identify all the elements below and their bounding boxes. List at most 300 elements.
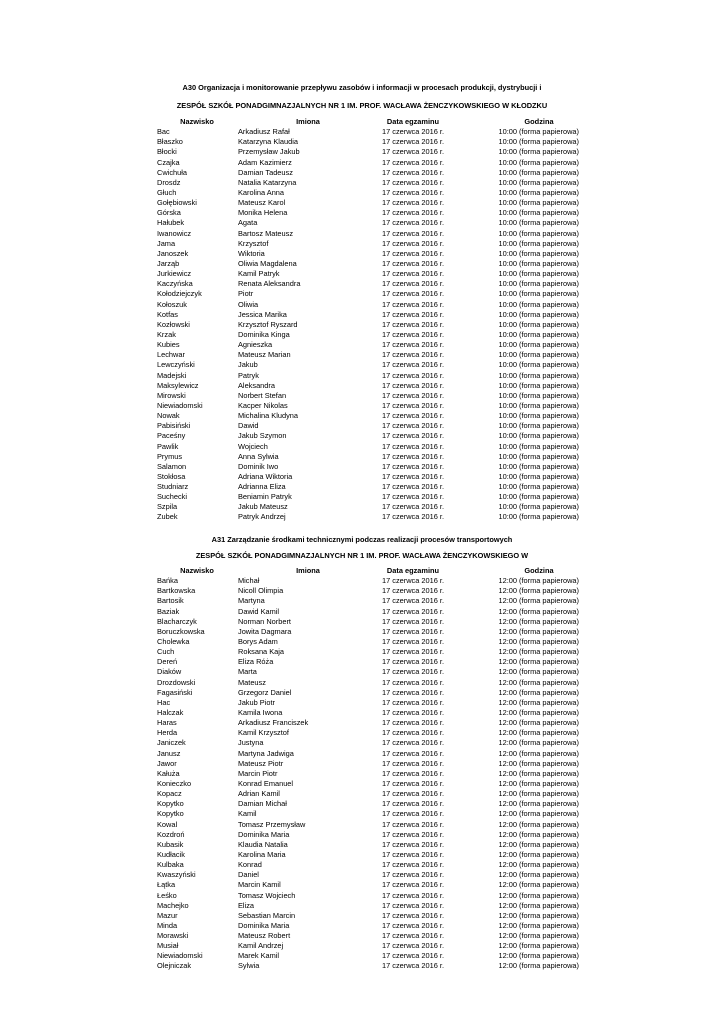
cell-names: Mateusz: [238, 677, 266, 687]
table-row: [157, 198, 579, 208]
cell-names: Przemysław Jakub: [238, 147, 300, 157]
cell-date: 17 czerwca 2016 r.: [381, 350, 445, 360]
cell-names: Karolina Anna: [238, 187, 285, 197]
cell-date: 17 czerwca 2016 r.: [381, 799, 445, 809]
cell-time: 12:00 (forma papierowa): [498, 636, 579, 646]
cell-names: Marcin Piotr: [238, 768, 278, 778]
table-row: [157, 371, 579, 381]
cell-time: 10:00 (forma papierowa): [498, 258, 579, 268]
results-table: [157, 566, 579, 972]
table-row: [157, 931, 579, 941]
cell-date: 17 czerwca 2016 r.: [381, 586, 445, 596]
cell-names: Norman Norbert: [238, 616, 291, 626]
cell-surname: Salamon: [157, 461, 187, 471]
table-row: [157, 789, 579, 799]
cell-date: 17 czerwca 2016 r.: [381, 647, 445, 657]
cell-surname: Hac: [157, 697, 171, 707]
cell-date: 17 czerwca 2016 r.: [381, 279, 445, 289]
cell-date: 17 czerwca 2016 r.: [381, 238, 445, 248]
cell-time: 10:00 (forma papierowa): [498, 350, 579, 360]
cell-surname: Baziak: [157, 606, 180, 616]
cell-date: 17 czerwca 2016 r.: [381, 431, 445, 441]
cell-surname: Jurkiewicz: [157, 269, 192, 279]
table-row: [157, 830, 579, 840]
cell-date: 17 czerwca 2016 r.: [381, 738, 445, 748]
cell-time: 10:00 (forma papierowa): [498, 248, 579, 258]
column-header-names: Imiona: [296, 566, 320, 575]
cell-date: 17 czerwca 2016 r.: [381, 258, 445, 268]
cell-date: 17 czerwca 2016 r.: [381, 718, 445, 728]
cell-names: Konrad: [238, 860, 262, 870]
cell-names: Kamil: [238, 809, 257, 819]
cell-surname: Jarząb: [157, 258, 180, 268]
cell-surname: Bac: [157, 127, 170, 137]
cell-time: 10:00 (forma papierowa): [498, 289, 579, 299]
cell-surname: Iwanowicz: [157, 228, 192, 238]
cell-date: 17 czerwca 2016 r.: [381, 778, 445, 788]
cell-date: 17 czerwca 2016 r.: [381, 157, 445, 167]
cell-names: Piotr: [238, 289, 254, 299]
table-row: [157, 512, 579, 522]
cell-names: Patryk Andrzej: [238, 512, 286, 522]
table-row: [157, 911, 579, 921]
table-row: [157, 462, 579, 472]
table-row: [157, 147, 579, 157]
table-row: [157, 239, 579, 249]
table-row: [157, 300, 579, 310]
cell-names: Jakub Szymon: [238, 431, 287, 441]
table-row: [157, 452, 579, 462]
cell-names: Dominika Kinga: [238, 329, 290, 339]
cell-surname: Olejniczak: [157, 961, 192, 971]
cell-surname: Cuch: [157, 647, 175, 657]
cell-date: 17 czerwca 2016 r.: [381, 657, 445, 667]
cell-names: Dominika Maria: [238, 829, 290, 839]
cell-time: 12:00 (forma papierowa): [498, 799, 579, 809]
cell-names: Mateusz Karol: [238, 198, 286, 208]
cell-time: 12:00 (forma papierowa): [498, 718, 579, 728]
cell-time: 10:00 (forma papierowa): [498, 279, 579, 289]
cell-surname: Mirowski: [157, 390, 186, 400]
cell-date: 17 czerwca 2016 r.: [381, 880, 445, 890]
cell-date: 17 czerwca 2016 r.: [381, 758, 445, 768]
cell-time: 12:00 (forma papierowa): [498, 961, 579, 971]
cell-names: Tomasz Przemysław: [238, 819, 306, 829]
cell-time: 12:00 (forma papierowa): [498, 586, 579, 596]
cell-time: 12:00 (forma papierowa): [498, 941, 579, 951]
cell-time: 12:00 (forma papierowa): [498, 829, 579, 839]
cell-time: 10:00 (forma papierowa): [498, 451, 579, 461]
cell-surname: Bańka: [157, 576, 178, 586]
cell-surname: Kudłacik: [157, 849, 185, 859]
cell-surname: Kulbaka: [157, 860, 184, 870]
cell-names: Michał: [238, 576, 260, 586]
cell-time: 12:00 (forma papierowa): [498, 931, 579, 941]
cell-names: Damian Tadeusz: [238, 167, 293, 177]
cell-names: Katarzyna Klaudia: [238, 137, 298, 147]
cell-surname: Niewiadomski: [157, 951, 203, 961]
school-name: ZESPÓŁ SZKÓŁ PONADGIMNAZJALNYCH NR 1 IM. PROF. WACŁAWA ŻENCZYKOWSKIEGO W: [195, 551, 529, 560]
cell-names: Natalia Katarzyna: [238, 177, 297, 187]
cell-time: 12:00 (forma papierowa): [498, 880, 579, 890]
cell-surname: Hałubek: [157, 218, 185, 228]
table-row: [157, 607, 579, 617]
cell-surname: Górska: [157, 208, 181, 218]
cell-surname: Kałuża: [157, 768, 180, 778]
cell-surname: Jama: [157, 238, 176, 248]
cell-time: 10:00 (forma papierowa): [498, 187, 579, 197]
cell-surname: Szpila: [157, 502, 178, 512]
cell-date: 17 czerwca 2016 r.: [381, 471, 445, 481]
table-row: [157, 657, 579, 667]
section-title: A31 Zarządzanie środkami technicznymi podczas realizacji procesów transportowych: [211, 535, 513, 544]
cell-surname: Cwichuła: [157, 167, 187, 177]
table-row: [157, 249, 579, 259]
table-row: [157, 482, 579, 492]
cell-time: 12:00 (forma papierowa): [498, 687, 579, 697]
table-row: [157, 718, 579, 728]
cell-date: 17 czerwca 2016 r.: [381, 839, 445, 849]
table-row: [157, 289, 579, 299]
table-row: [157, 891, 579, 901]
cell-date: 17 czerwca 2016 r.: [381, 137, 445, 147]
cell-time: 10:00 (forma papierowa): [498, 390, 579, 400]
cell-time: 10:00 (forma papierowa): [498, 492, 579, 502]
cell-names: Nicoll Olimpia: [238, 586, 284, 596]
cell-time: 12:00 (forma papierowa): [498, 860, 579, 870]
cell-names: Aleksandra: [238, 380, 275, 390]
cell-names: Arkadiusz Rafał: [238, 127, 290, 137]
cell-time: 10:00 (forma papierowa): [498, 482, 579, 492]
table-row: [157, 637, 579, 647]
cell-time: 10:00 (forma papierowa): [498, 147, 579, 157]
cell-date: 17 czerwca 2016 r.: [381, 687, 445, 697]
cell-date: 17 czerwca 2016 r.: [381, 890, 445, 900]
table-row: [157, 586, 579, 596]
table-row: [157, 749, 579, 759]
cell-surname: Lewczyński: [157, 360, 195, 370]
cell-date: 17 czerwca 2016 r.: [381, 309, 445, 319]
cell-time: 10:00 (forma papierowa): [498, 137, 579, 147]
cell-time: 12:00 (forma papierowa): [498, 819, 579, 829]
table-row: [157, 769, 579, 779]
table-row: [157, 381, 579, 391]
cell-names: Bartosz Mateusz: [238, 228, 294, 238]
cell-date: 17 czerwca 2016 r.: [381, 411, 445, 421]
cell-surname: Herda: [157, 728, 178, 738]
cell-date: 17 czerwca 2016 r.: [381, 198, 445, 208]
cell-names: Eliza: [238, 900, 255, 910]
table-header: [157, 117, 579, 127]
cell-surname: Kozłowski: [157, 319, 190, 329]
cell-date: 17 czerwca 2016 r.: [381, 492, 445, 502]
cell-surname: Bartkowska: [157, 586, 196, 596]
cell-time: 12:00 (forma papierowa): [498, 738, 579, 748]
cell-surname: Morawski: [157, 931, 189, 941]
cell-time: 12:00 (forma papierowa): [498, 910, 579, 920]
cell-time: 12:00 (forma papierowa): [498, 616, 579, 626]
table-row: [157, 688, 579, 698]
cell-time: 12:00 (forma papierowa): [498, 657, 579, 667]
cell-date: 17 czerwca 2016 r.: [381, 502, 445, 512]
cell-surname: Gołębiowski: [157, 198, 197, 208]
cell-date: 17 czerwca 2016 r.: [381, 870, 445, 880]
table-row: [157, 576, 579, 586]
cell-surname: Łeśko: [157, 890, 177, 900]
cell-names: Marek Kamil: [238, 951, 280, 961]
cell-date: 17 czerwca 2016 r.: [381, 789, 445, 799]
cell-date: 17 czerwca 2016 r.: [381, 319, 445, 329]
cell-names: Oliwia: [238, 299, 259, 309]
cell-date: 17 czerwca 2016 r.: [381, 208, 445, 218]
cell-names: Marta: [238, 667, 257, 677]
cell-date: 17 czerwca 2016 r.: [381, 941, 445, 951]
cell-names: Tomasz Wojciech: [238, 890, 296, 900]
table-row: [157, 667, 579, 677]
cell-names: Anna Sylwia: [238, 451, 279, 461]
cell-surname: Studniarz: [157, 482, 189, 492]
cell-date: 17 czerwca 2016 r.: [381, 380, 445, 390]
cell-date: 17 czerwca 2016 r.: [381, 860, 445, 870]
table-row: [157, 431, 579, 441]
cell-time: 10:00 (forma papierowa): [498, 461, 579, 471]
cell-time: 10:00 (forma papierowa): [498, 309, 579, 319]
cell-date: 17 czerwca 2016 r.: [381, 677, 445, 687]
cell-time: 12:00 (forma papierowa): [498, 809, 579, 819]
cell-surname: Kubasik: [157, 839, 184, 849]
cell-surname: Haras: [157, 718, 177, 728]
table-row: [157, 941, 579, 951]
cell-time: 10:00 (forma papierowa): [498, 471, 579, 481]
cell-names: Justyna: [238, 738, 264, 748]
cell-surname: Kozdroń: [157, 829, 185, 839]
table-row: [157, 178, 579, 188]
cell-names: Jakub: [238, 360, 258, 370]
cell-time: 10:00 (forma papierowa): [498, 177, 579, 187]
cell-surname: Janiczek: [157, 738, 186, 748]
table-row: [157, 870, 579, 880]
cell-surname: Suchecki: [157, 492, 187, 502]
cell-date: 17 czerwca 2016 r.: [381, 289, 445, 299]
table-row: [157, 738, 579, 748]
cell-surname: Prymus: [157, 451, 183, 461]
table-row: [157, 188, 579, 198]
cell-date: 17 czerwca 2016 r.: [381, 931, 445, 941]
cell-date: 17 czerwca 2016 r.: [381, 920, 445, 930]
cell-names: Renata Aleksandra: [238, 279, 301, 289]
table-row: [157, 350, 579, 360]
table-row: [157, 158, 579, 168]
cell-time: 10:00 (forma papierowa): [498, 198, 579, 208]
cell-surname: Boruczkowska: [157, 626, 205, 636]
cell-time: 10:00 (forma papierowa): [498, 238, 579, 248]
table-row: [157, 259, 579, 269]
cell-time: 10:00 (forma papierowa): [498, 319, 579, 329]
cell-date: 17 czerwca 2016 r.: [381, 606, 445, 616]
cell-time: 10:00 (forma papierowa): [498, 340, 579, 350]
table-row: [157, 310, 579, 320]
cell-surname: Halczak: [157, 707, 184, 717]
cell-date: 17 czerwca 2016 r.: [381, 248, 445, 258]
cell-date: 17 czerwca 2016 r.: [381, 187, 445, 197]
cell-date: 17 czerwca 2016 r.: [381, 177, 445, 187]
cell-surname: Janusz: [157, 748, 181, 758]
results-table: [157, 117, 579, 523]
cell-names: Oliwia Magdalena: [238, 258, 297, 268]
column-header-surname: Nazwisko: [180, 117, 214, 126]
cell-names: Klaudia Natalia: [238, 839, 288, 849]
cell-surname: Zubek: [157, 512, 178, 522]
cell-time: 12:00 (forma papierowa): [498, 849, 579, 859]
table-row: [157, 421, 579, 431]
cell-names: Jakub Mateusz: [238, 502, 288, 512]
cell-time: 10:00 (forma papierowa): [498, 441, 579, 451]
cell-date: 17 czerwca 2016 r.: [381, 626, 445, 636]
cell-date: 17 czerwca 2016 r.: [381, 340, 445, 350]
cell-surname: Bartosik: [157, 596, 184, 606]
table-row: [157, 961, 579, 971]
cell-names: Sebastian Marcin: [238, 910, 296, 920]
cell-surname: Maksylewicz: [157, 380, 199, 390]
table-row: [157, 820, 579, 830]
cell-time: 10:00 (forma papierowa): [498, 269, 579, 279]
cell-surname: Błaszko: [157, 137, 183, 147]
cell-date: 17 czerwca 2016 r.: [381, 360, 445, 370]
table-row: [157, 951, 579, 961]
cell-time: 12:00 (forma papierowa): [498, 870, 579, 880]
cell-names: Mateusz Piotr: [238, 758, 284, 768]
cell-date: 17 czerwca 2016 r.: [381, 299, 445, 309]
table-row: [157, 401, 579, 411]
cell-names: Grzegorz Daniel: [238, 687, 292, 697]
table-row: [157, 759, 579, 769]
cell-date: 17 czerwca 2016 r.: [381, 147, 445, 157]
cell-time: 10:00 (forma papierowa): [498, 512, 579, 522]
cell-names: Marcin Kamil: [238, 880, 281, 890]
cell-time: 12:00 (forma papierowa): [498, 789, 579, 799]
cell-date: 17 czerwca 2016 r.: [381, 482, 445, 492]
cell-names: Mateusz Robert: [238, 931, 291, 941]
cell-date: 17 czerwca 2016 r.: [381, 370, 445, 380]
cell-time: 10:00 (forma papierowa): [498, 157, 579, 167]
cell-names: Kamila Iwona: [238, 707, 283, 717]
cell-time: 12:00 (forma papierowa): [498, 920, 579, 930]
table-row: [157, 840, 579, 850]
cell-time: 10:00 (forma papierowa): [498, 208, 579, 218]
cell-names: Kamil Andrzej: [238, 941, 284, 951]
cell-date: 17 czerwca 2016 r.: [381, 728, 445, 738]
cell-date: 17 czerwca 2016 r.: [381, 910, 445, 920]
cell-time: 12:00 (forma papierowa): [498, 748, 579, 758]
cell-surname: Dereń: [157, 657, 178, 667]
cell-date: 17 czerwca 2016 r.: [381, 961, 445, 971]
cell-time: 12:00 (forma papierowa): [498, 839, 579, 849]
table-row: [157, 442, 579, 452]
cell-time: 10:00 (forma papierowa): [498, 502, 579, 512]
cell-time: 12:00 (forma papierowa): [498, 951, 579, 961]
cell-surname: Kaczyńska: [157, 279, 193, 289]
cell-surname: Kubies: [157, 340, 180, 350]
table-row: [157, 391, 579, 401]
table-row: [157, 208, 579, 218]
cell-surname: Stokłosa: [157, 471, 186, 481]
cell-date: 17 czerwca 2016 r.: [381, 819, 445, 829]
cell-names: Adriana Wiktoria: [238, 471, 293, 481]
cell-surname: Krzak: [157, 329, 176, 339]
cell-names: Kamil Krzysztof: [238, 728, 289, 738]
cell-names: Michalina Kludyna: [238, 411, 298, 421]
cell-time: 10:00 (forma papierowa): [498, 421, 579, 431]
cell-names: Agata: [238, 218, 258, 228]
table-row: [157, 137, 579, 147]
cell-names: Dominik Iwo: [238, 461, 279, 471]
cell-surname: Kowal: [157, 819, 178, 829]
cell-names: Norbert Stefan: [238, 390, 287, 400]
column-header-names: Imiona: [296, 117, 320, 126]
cell-names: Arkadiusz Franciszek: [238, 718, 309, 728]
table-row: [157, 921, 579, 931]
cell-date: 17 czerwca 2016 r.: [381, 748, 445, 758]
cell-names: Jessica Marika: [238, 309, 287, 319]
cell-date: 17 czerwca 2016 r.: [381, 421, 445, 431]
cell-names: Wiktoria: [238, 248, 265, 258]
cell-time: 12:00 (forma papierowa): [498, 596, 579, 606]
cell-names: Konrad Emanuel: [238, 778, 294, 788]
cell-names: Jakub Piotr: [238, 697, 275, 707]
cell-time: 12:00 (forma papierowa): [498, 778, 579, 788]
cell-time: 12:00 (forma papierowa): [498, 900, 579, 910]
cell-surname: Błocki: [157, 147, 177, 157]
table-row: [157, 330, 579, 340]
cell-names: Dominika Maria: [238, 920, 290, 930]
table-row: [157, 472, 579, 482]
cell-surname: Paceśny: [157, 431, 186, 441]
table-row: [157, 647, 579, 657]
cell-date: 17 czerwca 2016 r.: [381, 329, 445, 339]
cell-names: Adrianna Eliza: [238, 482, 286, 492]
table-row: [157, 502, 579, 512]
cell-surname: Minda: [157, 920, 178, 930]
cell-time: 12:00 (forma papierowa): [498, 667, 579, 677]
cell-names: Daniel: [238, 870, 259, 880]
cell-time: 10:00 (forma papierowa): [498, 299, 579, 309]
cell-date: 17 czerwca 2016 r.: [381, 900, 445, 910]
cell-date: 17 czerwca 2016 r.: [381, 829, 445, 839]
table-row: [157, 411, 579, 421]
cell-names: Kacper Nikolas: [238, 400, 288, 410]
cell-time: 12:00 (forma papierowa): [498, 626, 579, 636]
cell-surname: Kopytko: [157, 799, 184, 809]
cell-surname: Madejski: [157, 370, 187, 380]
cell-date: 17 czerwca 2016 r.: [381, 441, 445, 451]
cell-surname: Pawlik: [157, 441, 179, 451]
cell-surname: Musiał: [157, 941, 179, 951]
table-header: [157, 566, 579, 576]
table-row: [157, 127, 579, 137]
cell-names: Krzysztof Ryszard: [238, 319, 298, 329]
school-name: ZESPÓŁ SZKÓŁ PONADGIMNAZJALNYCH NR 1 IM. PROF. WACŁAWA ŻENCZYKOWSKIEGO W KŁODZKU: [176, 101, 548, 110]
cell-surname: Drosdz: [157, 177, 181, 187]
cell-surname: Czajka: [157, 157, 180, 167]
column-header-date: Data egzaminu: [386, 117, 440, 126]
cell-names: Martyna: [238, 596, 265, 606]
cell-surname: Drozdowski: [157, 677, 196, 687]
table-row: [157, 809, 579, 819]
cell-date: 17 czerwca 2016 r.: [381, 451, 445, 461]
table-row: [157, 860, 579, 870]
column-header-date: Data egzaminu: [386, 566, 440, 575]
cell-names: Jowita Dagmara: [238, 626, 292, 636]
